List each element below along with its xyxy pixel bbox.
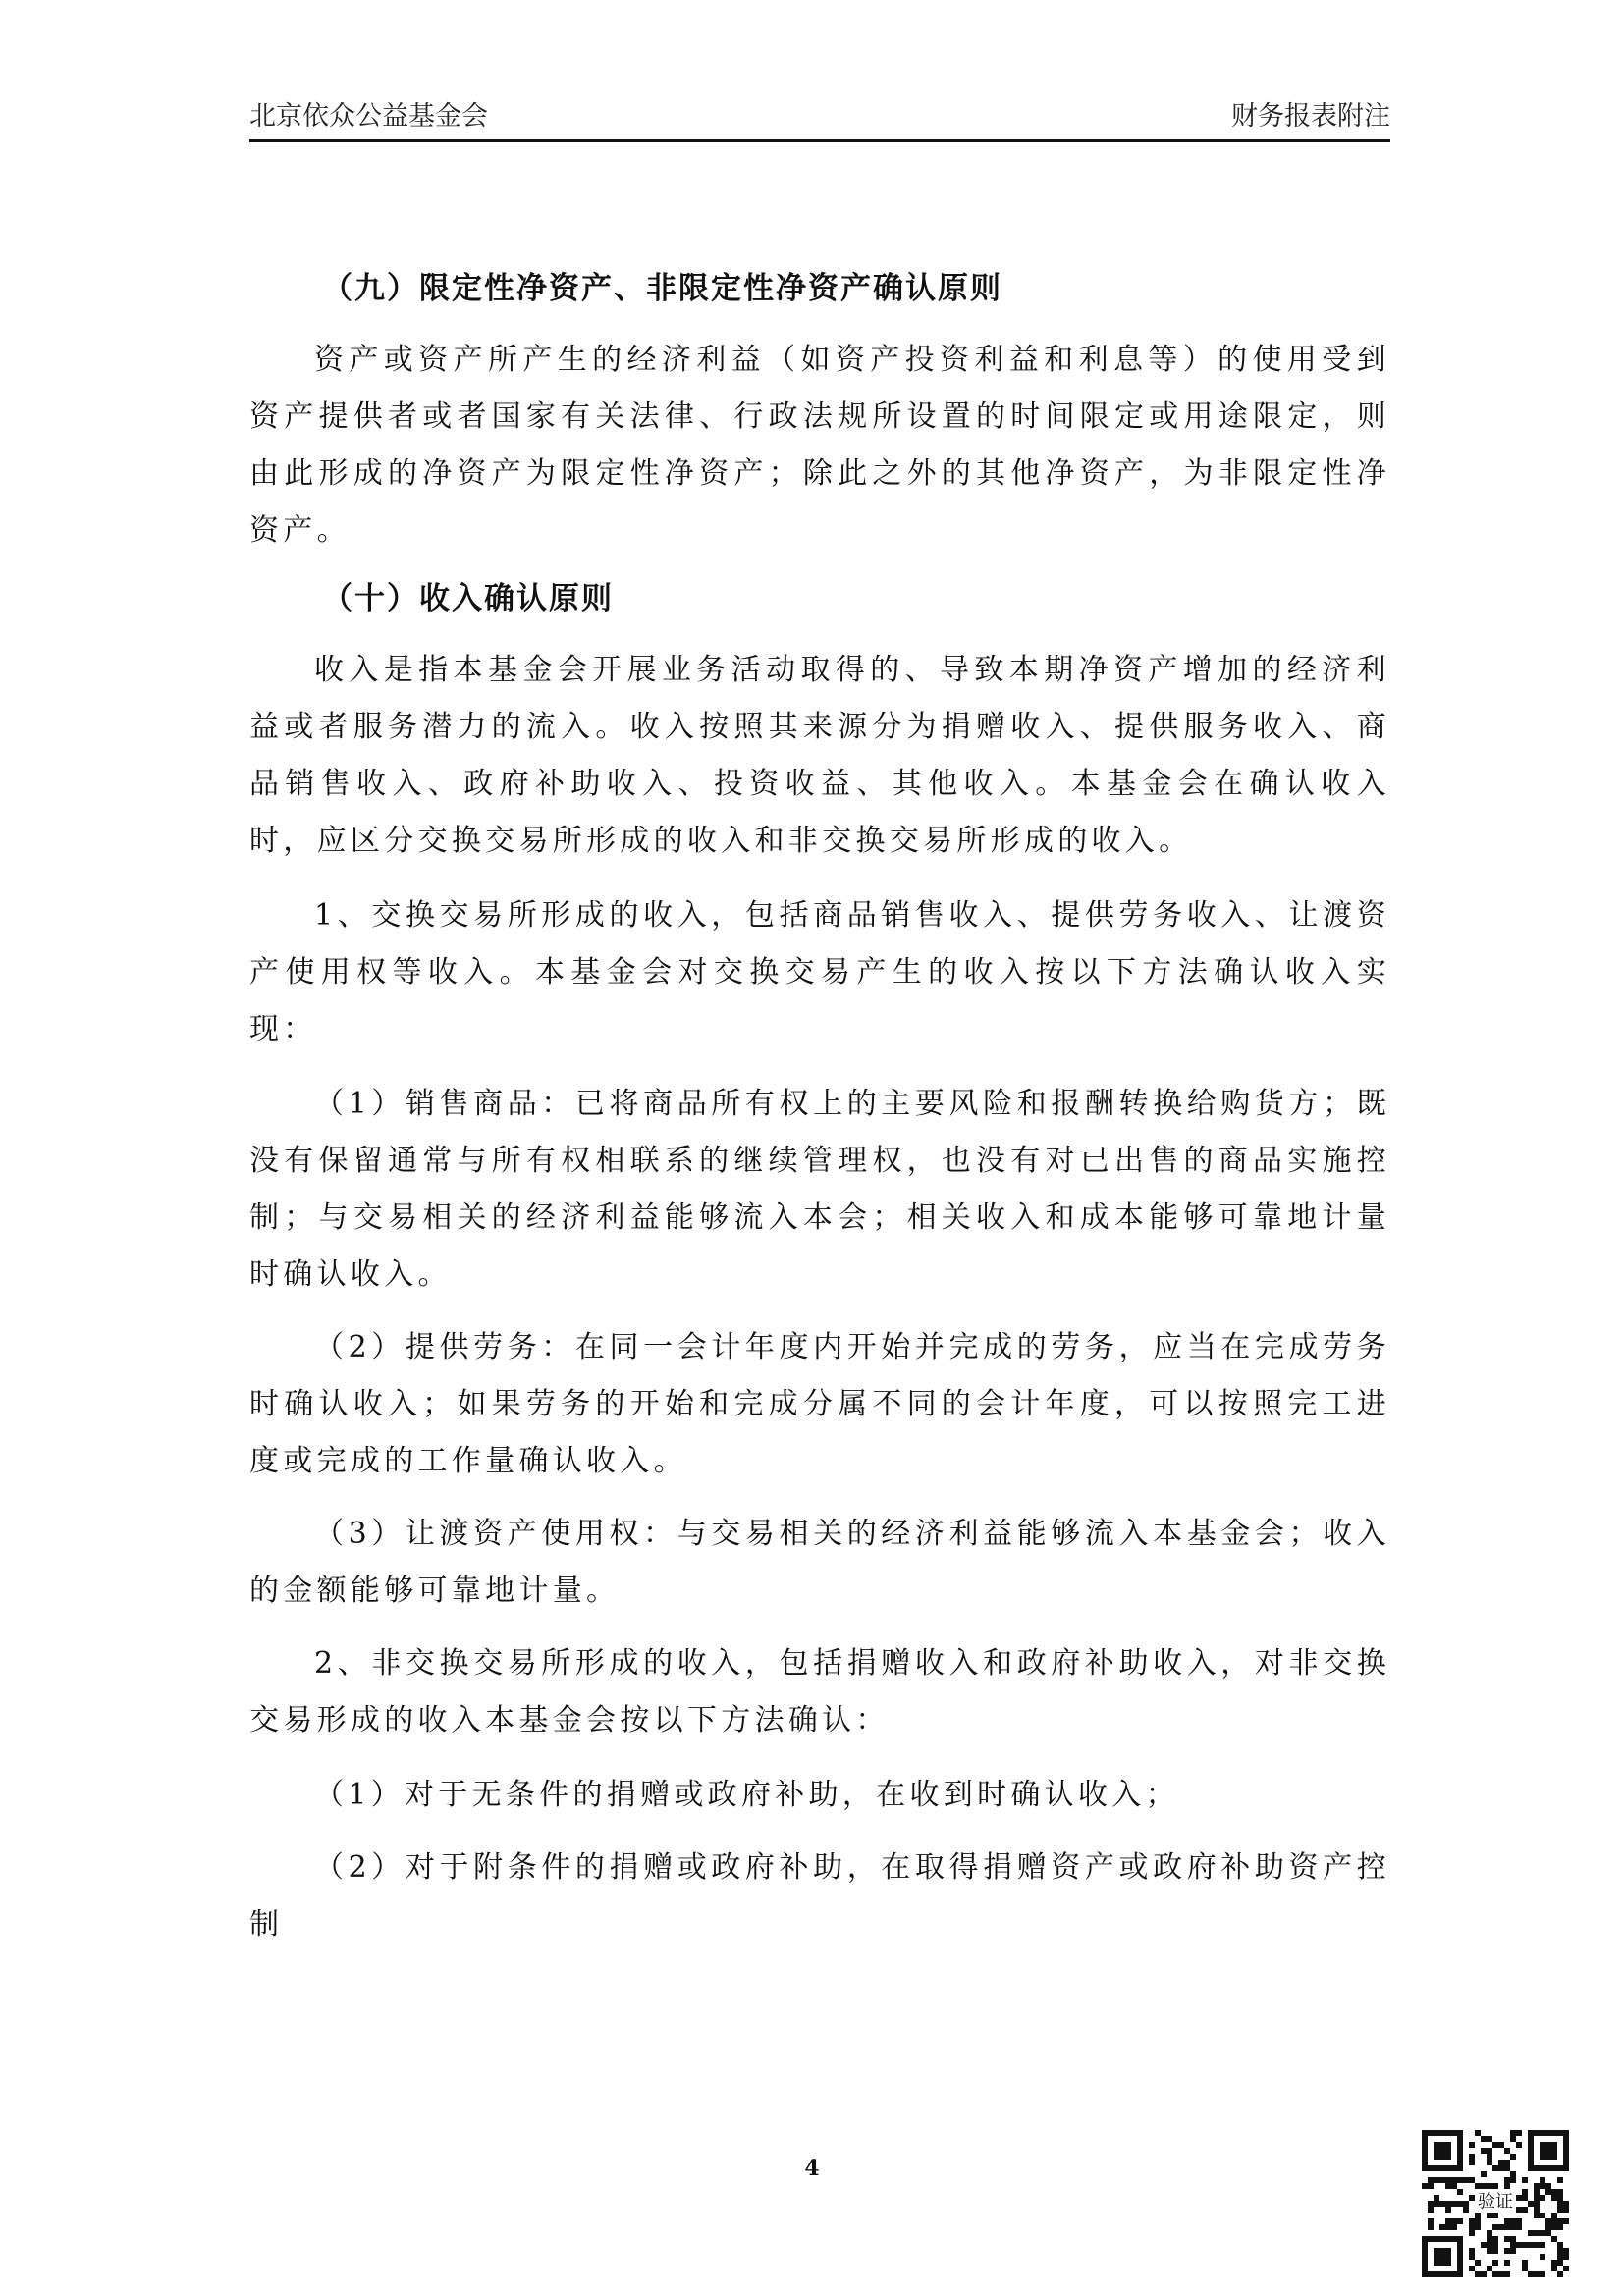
qr-overlay-text: 验证 — [1478, 2191, 1513, 2213]
header-organization: 北京依众公益基金会 — [249, 101, 488, 132]
document-body — [249, 267, 1390, 1969]
qr-code-icon — [1422, 2130, 1569, 2277]
list-item-sales: （1）销售商品：已将商品所有权上的主要风险和报酬转换给购货方；既没有保留通常与所有权相联系的继续管理权，也没有对已出售的商品实施控制；与交易相关的经济利益能够流入本会；相关收入和成本能够可靠地计量时确认收入。 — [249, 1087, 1390, 1292]
section-10-paragraph-3: 2、非交换交易所形成的收入，包括捐赠收入和政府补助收入，对非交换交易形成的收入本基金会按以下方法确认： — [249, 1646, 1390, 1737]
list-item-conditional: （2）对于附条件的捐赠或政府补助，在取得捐赠资产或政府补助资产控制 — [249, 1850, 1390, 1942]
section-heading-9: （九）限定性净资产、非限定性净资产确认原则 — [322, 271, 1002, 306]
section-9-paragraph: 资产或资产所产生的经济利益（如资产投资利益和利息等）的使用受到资产提供者或者国家有关法律、行政法规所设置的时间限定或用途限定，则由此形成的净资产为限定性净资产；除此之外的其他净资产，为非限定性净资产。 — [249, 343, 1390, 548]
list-item-services: （2）提供劳务：在同一会计年度内开始并完成的劳务，应当在完成劳务时确认收入；如果劳务的开始和完成分属不同的会计年度，可以按照完工进度或完成的工作量确认收入。 — [249, 1330, 1390, 1478]
header-rule — [249, 139, 1390, 142]
section-10-paragraph-1: 收入是指本基金会开展业务活动取得的、导致本期净资产增加的经济利益或者服务潜力的流入。收入按照其来源分为捐赠收入、提供服务收入、商品销售收入、政府补助收入、投资收益、其他收入。本基金会在确认收入时，应区分交换交易所形成的收入和非交换交易所形成的收入。 — [249, 653, 1390, 858]
section-heading-10: （十）收入确认原则 — [322, 581, 614, 616]
list-item-asset-use: （3）让渡资产使用权：与交易相关的经济利益能够流入本基金会；收入的金额能够可靠地计量。 — [249, 1517, 1390, 1608]
page-header — [249, 94, 1390, 137]
list-item-unconditional: （1）对于无条件的捐赠或政府补助，在收到时确认收入； — [314, 1778, 1179, 1812]
page-number: 4 — [804, 2156, 820, 2181]
header-document-type: 财务报表附注 — [1231, 101, 1390, 132]
section-10-paragraph-2: 1、交换交易所形成的收入，包括商品销售收入、提供劳务收入、让渡资产使用权等收入。本基金会对交换交易产生的收入按以下方法确认收入实现： — [249, 898, 1390, 1046]
